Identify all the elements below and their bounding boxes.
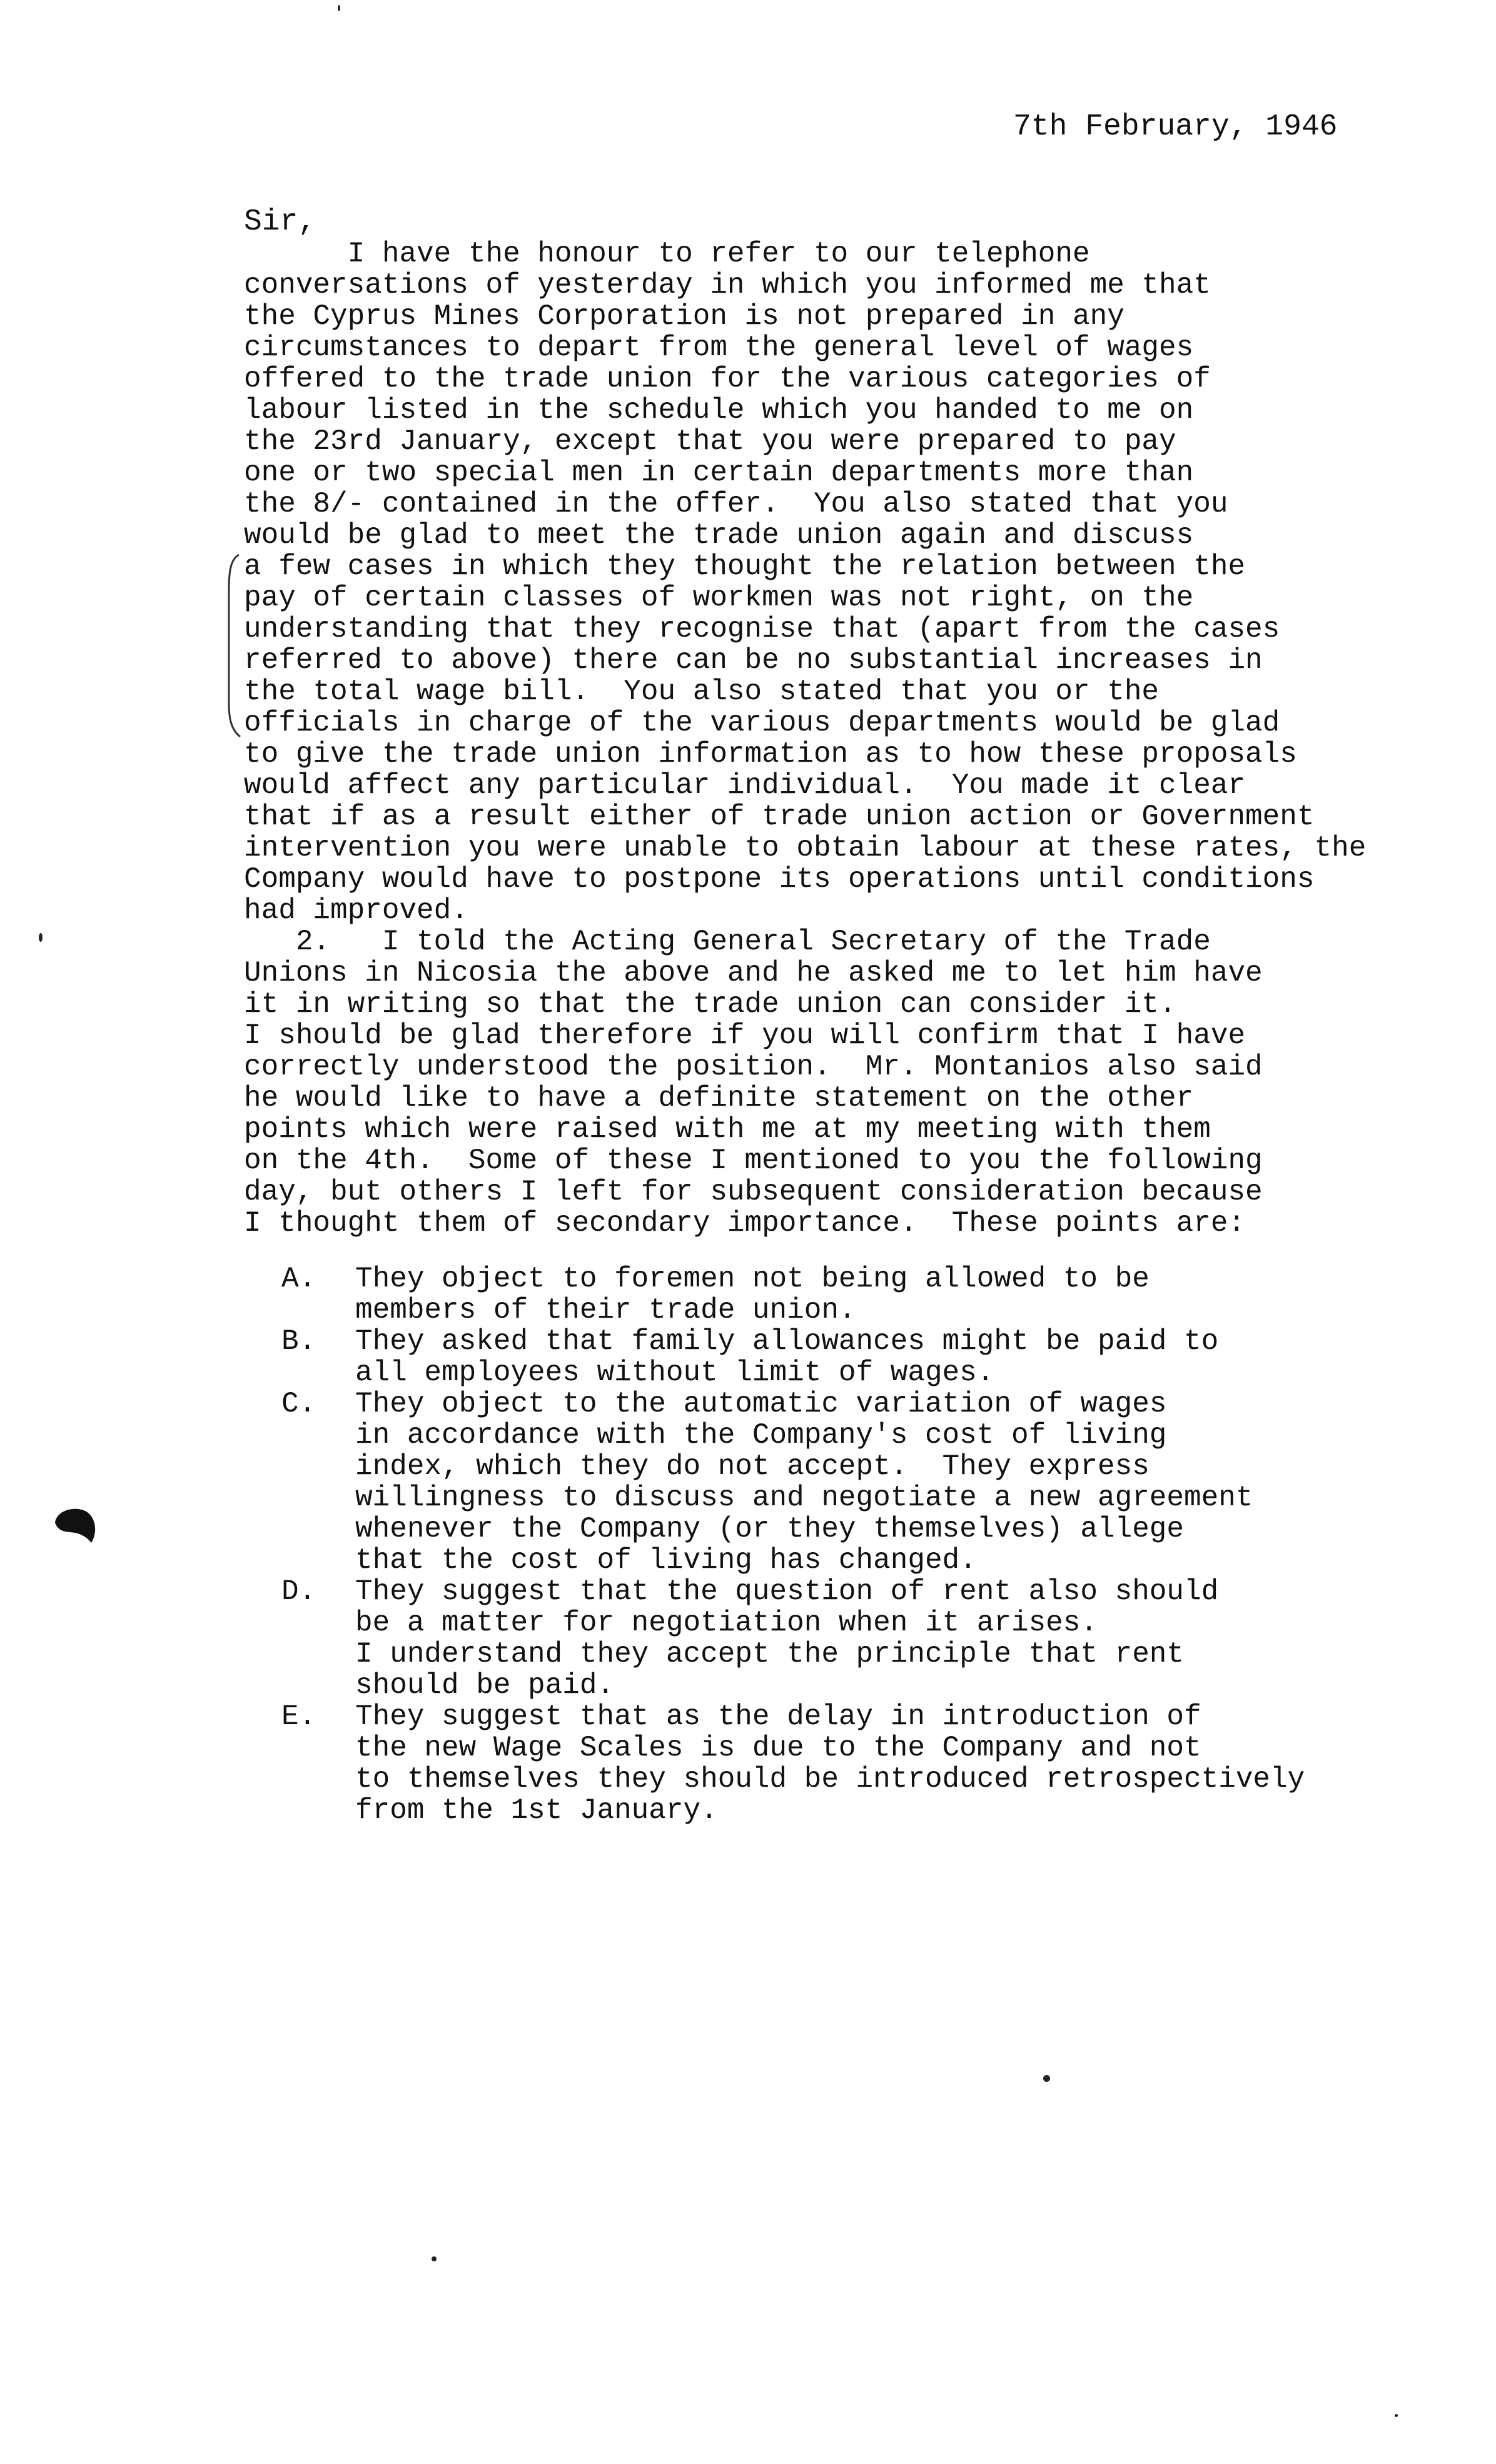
body-line: the 8/- contained in the offer. You also stated that you	[244, 488, 1228, 520]
body-line: the 23rd January, except that you were prepared to pay	[244, 425, 1176, 458]
salutation: Sir,	[244, 205, 316, 239]
speck-mark	[432, 2256, 437, 2261]
body-line: had improved.	[244, 894, 468, 927]
point-line: I understand they accept the principle that rent	[355, 1638, 1185, 1670]
body-line: one or two special men in certain departments more than	[244, 457, 1194, 489]
point-text	[355, 1388, 1253, 1576]
body-line: 2. I told the Acting General Secretary of the Trade	[244, 926, 1211, 958]
body-line: Unions in Nicosia the above and he asked me to let him have	[244, 957, 1263, 989]
body-line: that if as a result either of trade union action or Government	[244, 800, 1315, 833]
speck-mark	[39, 933, 43, 942]
body-line: I should be glad therefore if you will confirm that I have	[244, 1019, 1246, 1052]
point-line: be a matter for negotiation when it arises.	[355, 1607, 1098, 1639]
body-line: would affect any particular individual. You made it clear	[244, 769, 1246, 802]
speck-mark	[1395, 2414, 1398, 2417]
point-item-b	[281, 1326, 1305, 1388]
point-line: They asked that family allowances might be paid to	[355, 1325, 1219, 1358]
body-line: intervention you were unable to obtain labour at these rates, the	[244, 832, 1367, 864]
point-line: willingness to discuss and negotiate a new agreement	[355, 1482, 1253, 1514]
body-line: the total wage bill. You also stated that you or the	[244, 675, 1160, 708]
body-line: labour listed in the schedule which you handed to me on	[244, 394, 1194, 427]
body-line: I thought them of secondary importance. These points are:	[244, 1207, 1246, 1240]
body-line: correctly understood the position. Mr. Montanios also said	[244, 1051, 1263, 1083]
point-line: They suggest that the question of rent also should	[355, 1575, 1219, 1608]
point-line: They object to the automatic variation of wages	[355, 1388, 1167, 1420]
point-line: should be paid.	[355, 1669, 615, 1702]
point-text	[355, 1263, 1150, 1326]
body-line: offered to the trade union for the various categories of	[244, 363, 1211, 395]
point-letter: E.	[281, 1700, 316, 1733]
body-line: the Cyprus Mines Corporation is not prepared in any	[244, 300, 1125, 333]
body-line: to give the trade union information as to how these proposals	[244, 738, 1297, 770]
body-line: officials in charge of the various departments would be glad	[244, 707, 1280, 739]
point-letter: D.	[281, 1575, 316, 1608]
body-line: day, but others I left for subsequent consideration because	[244, 1176, 1263, 1208]
point-item-a	[281, 1263, 1305, 1326]
speck-mark	[1043, 2075, 1050, 2082]
point-letter: B.	[281, 1325, 316, 1358]
point-item-e	[281, 1701, 1305, 1826]
ink-blot-mark	[50, 1504, 100, 1548]
body-line: referred to above) there can be no substantial increases in	[244, 644, 1263, 677]
letter-date: 7th February, 1946	[1013, 110, 1338, 144]
body-line: it in writing so that the trade union can consider it.	[244, 988, 1176, 1021]
body-line: pay of certain classes of workmen was not right, on the	[244, 582, 1194, 614]
body-line: Company would have to postpone its operations until conditions	[244, 863, 1315, 896]
paragraph-1	[244, 238, 1366, 926]
body-line: on the 4th. Some of these I mentioned to you the following	[244, 1144, 1263, 1177]
speck-mark	[338, 5, 340, 11]
point-line: to themselves they should be introduced retrospectively	[355, 1763, 1305, 1795]
point-line: all employees without limit of wages.	[355, 1356, 994, 1389]
body-line: understanding that they recognise that (apart from the cases	[244, 613, 1280, 645]
point-item-c	[281, 1388, 1305, 1576]
body-line: circumstances to depart from the general level of wages	[244, 331, 1194, 364]
point-line: They object to foremen not being allowed to be	[355, 1263, 1150, 1295]
point-text	[355, 1576, 1218, 1701]
point-letter: C.	[281, 1388, 316, 1420]
body-line: a few cases in which they thought the relation between the	[244, 550, 1246, 583]
body-line: he would like to have a definite statement on the other	[244, 1082, 1194, 1114]
point-line: in accordance with the Company's cost of living	[355, 1419, 1167, 1452]
point-line: members of their trade union.	[355, 1294, 856, 1326]
body-line: would be glad to meet the trade union again and discuss	[244, 519, 1194, 552]
point-line: from the 1st January.	[355, 1794, 718, 1827]
body-line: I have the honour to refer to our telephone	[244, 238, 1090, 270]
point-item-d	[281, 1576, 1305, 1701]
point-line: that the cost of living has changed.	[355, 1544, 977, 1577]
point-line: They suggest that as the delay in introduction of	[355, 1700, 1201, 1733]
point-text	[355, 1326, 1218, 1388]
body-line: conversations of yesterday in which you informed me that	[244, 269, 1211, 301]
body-line: points which were raised with me at my meeting with them	[244, 1113, 1211, 1146]
point-line: index, which they do not accept. They express	[355, 1450, 1150, 1483]
letter-body	[244, 238, 1366, 1239]
point-text	[355, 1701, 1305, 1826]
paragraph-2	[244, 926, 1366, 1239]
points-list	[281, 1263, 1305, 1826]
point-line: whenever the Company (or they themselves) allege	[355, 1513, 1185, 1545]
point-letter: A.	[281, 1263, 316, 1295]
margin-bracket-mark	[225, 553, 244, 738]
point-line: the new Wage Scales is due to the Company and not	[355, 1732, 1201, 1764]
